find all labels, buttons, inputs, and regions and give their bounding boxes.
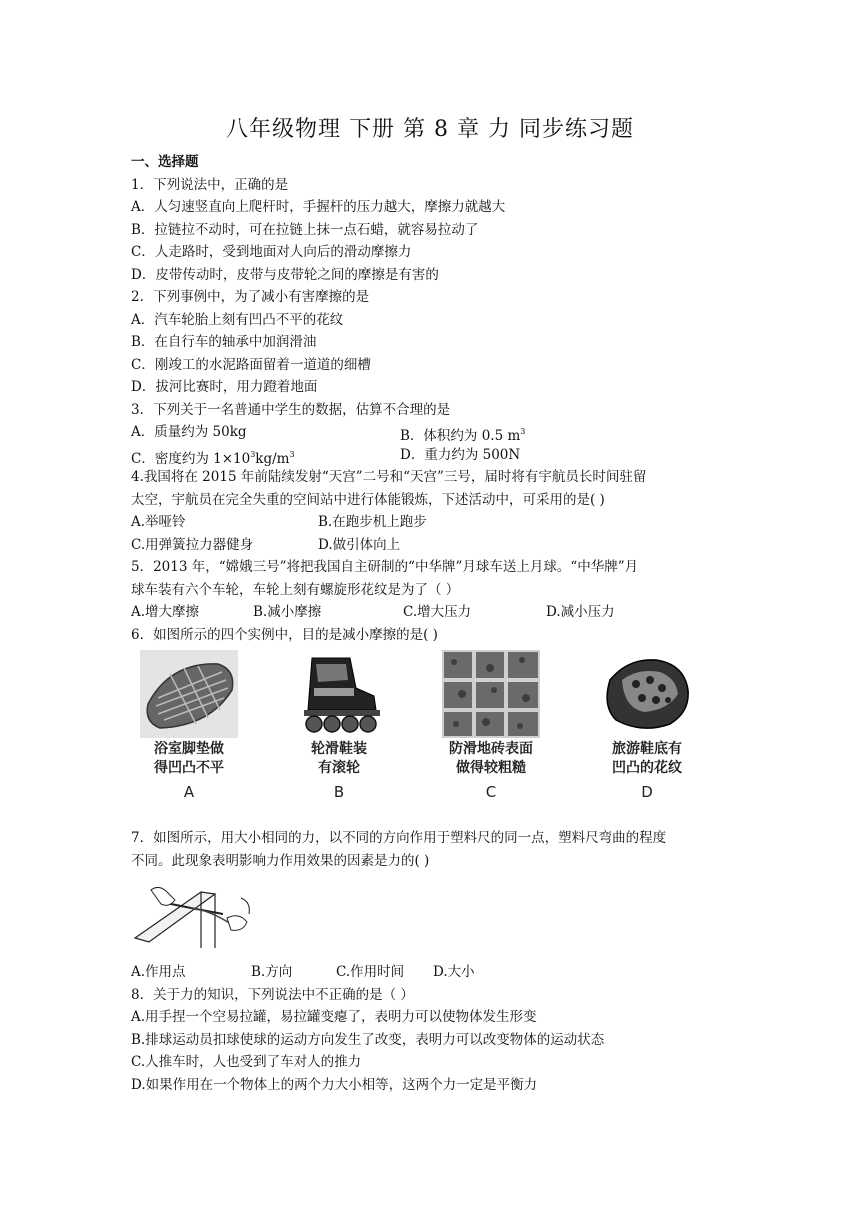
q6-letter-d: D (641, 783, 653, 801)
q5-stem-line1: 5．2013 年，“嫦娥三号”将把我国自主研制的“中华牌”月球车送上月球。“中华牌”月 (131, 559, 639, 575)
q8-option-d: D.如果作用在一个物体上的两个力大小相等，这两个力一定是平衡力 (131, 1077, 538, 1093)
q2-option-c: C．刚竣工的水泥路面留着一道道的细槽 (131, 357, 371, 373)
q8-option-b: B.排球运动员扣球使球的运动方向发生了改变，表明力可以改变物体的运动状态 (131, 1032, 605, 1048)
q2-option-b: B．在自行车的轴承中加润滑油 (131, 334, 317, 350)
q7-stem-line1: 7．如图所示，用大小相同的力，以不同的方向作用于塑料尺的同一点，塑料尺弯曲的程度 (131, 830, 667, 846)
q8-option-c: C.人推车时，人也受到了车对人的推力 (131, 1054, 362, 1070)
q4-stem-line1: 4.我国将在 2015 年前陆续发射“天宫”二号和“天宫”三号，届时将有宇航员长时间驻留 (131, 469, 647, 485)
q1-option-c: C．人走路时，受到地面对人向后的滑动摩擦力 (131, 244, 412, 260)
q7-option-b: B.方向 (251, 964, 293, 980)
q6-caption-b: 轮滑鞋装 有滚轮 (311, 741, 367, 776)
q8-option-a: A.用手捏一个空易拉罐，易拉罐变瘪了，表明力可以使物体发生形变 (131, 1009, 537, 1025)
q7-option-a: A.作用点 (131, 964, 186, 980)
q2-stem: 2．下列事例中，为了减小有害摩擦的是 (131, 289, 370, 305)
bath-mat-image (140, 650, 238, 738)
q2-option-a: A．汽车轮胎上刻有凹凸不平的花纹 (131, 312, 344, 328)
q8-stem: 8．关于力的知识，下列说法中不正确的是（ ） (131, 987, 414, 1003)
q6-letter-b: B (333, 783, 345, 801)
q6-caption-a: 浴室脚垫做 得凹凸不平 (154, 741, 224, 776)
q3-stem: 3．下列关于一名普通中学生的数据，估算不合理的是 (131, 402, 451, 418)
q4-stem-line2: 太空，宇航员在完全失重的空间站中进行体能锻炼，下述活动中，可采用的是( ) (131, 492, 605, 508)
roller-skate-image (290, 650, 388, 738)
q1-option-b: B．拉链拉不动时，可在拉链上抹一点石蜡，就容易拉动了 (131, 222, 479, 238)
q6-caption-c: 防滑地砖表面 做得较粗糙 (449, 741, 533, 776)
q5-option-a: A.增大摩擦 (131, 604, 200, 620)
q4-option-d: D.做引体向上 (318, 537, 401, 553)
q4-option-a: A.举哑铃 (131, 514, 186, 530)
section-heading: 一、选择题 (131, 154, 199, 170)
q2-option-d: D．拔河比赛时，用力蹬着地面 (131, 379, 318, 395)
floor-tile-image (442, 650, 540, 738)
sneaker-image (598, 650, 696, 738)
q7-option-d: D.大小 (433, 964, 475, 980)
q7-stem-line2: 不同。此现象表明影响力作用效果的因素是力的( ) (131, 853, 430, 869)
q5-option-b: B.减小摩擦 (253, 604, 322, 620)
q5-stem-line2: 球车装有六个车轮，车轮上刻有螺旋形花纹是为了（ ） (131, 582, 460, 598)
q1-option-a: A．人匀速竖直向上爬杆时，手握杆的压力越大，摩擦力就越大 (131, 199, 506, 215)
page-title: 八年级物理 下册 第 8 章 力 同步练习题 (226, 117, 634, 142)
q5-option-c: C.增大压力 (403, 604, 472, 620)
q3-option-c: C．密度约为 $1\times 10^3kg/m^3$ (131, 450, 295, 467)
q3-option-a: A．质量约为 50kg (131, 424, 247, 440)
q3-option-d: D．重力约为 500N (400, 447, 521, 463)
q6-letter-a: A (183, 783, 195, 801)
ruler-bending-image (131, 878, 261, 950)
q1-stem: 1．下列说法中，正确的是 (131, 177, 289, 193)
q6-caption-d: 旅游鞋底有 凹凸的花纹 (612, 741, 682, 776)
q3-option-b: B．体积约为 0.5 $m^3$ (400, 427, 526, 444)
q4-option-c: C.用弹簧拉力器健身 (131, 537, 254, 553)
q4-option-b: B.在跑步机上跑步 (318, 514, 427, 530)
q6-letter-c: C (485, 783, 497, 801)
q6-stem: 6．如图所示的四个实例中，目的是减小摩擦的是( ) (131, 627, 438, 643)
q1-option-d: D．皮带传动时，皮带与皮带轮之间的摩擦是有害的 (131, 267, 439, 283)
q7-option-c: C.作用时间 (336, 964, 405, 980)
q5-option-d: D.减小压力 (546, 604, 615, 620)
